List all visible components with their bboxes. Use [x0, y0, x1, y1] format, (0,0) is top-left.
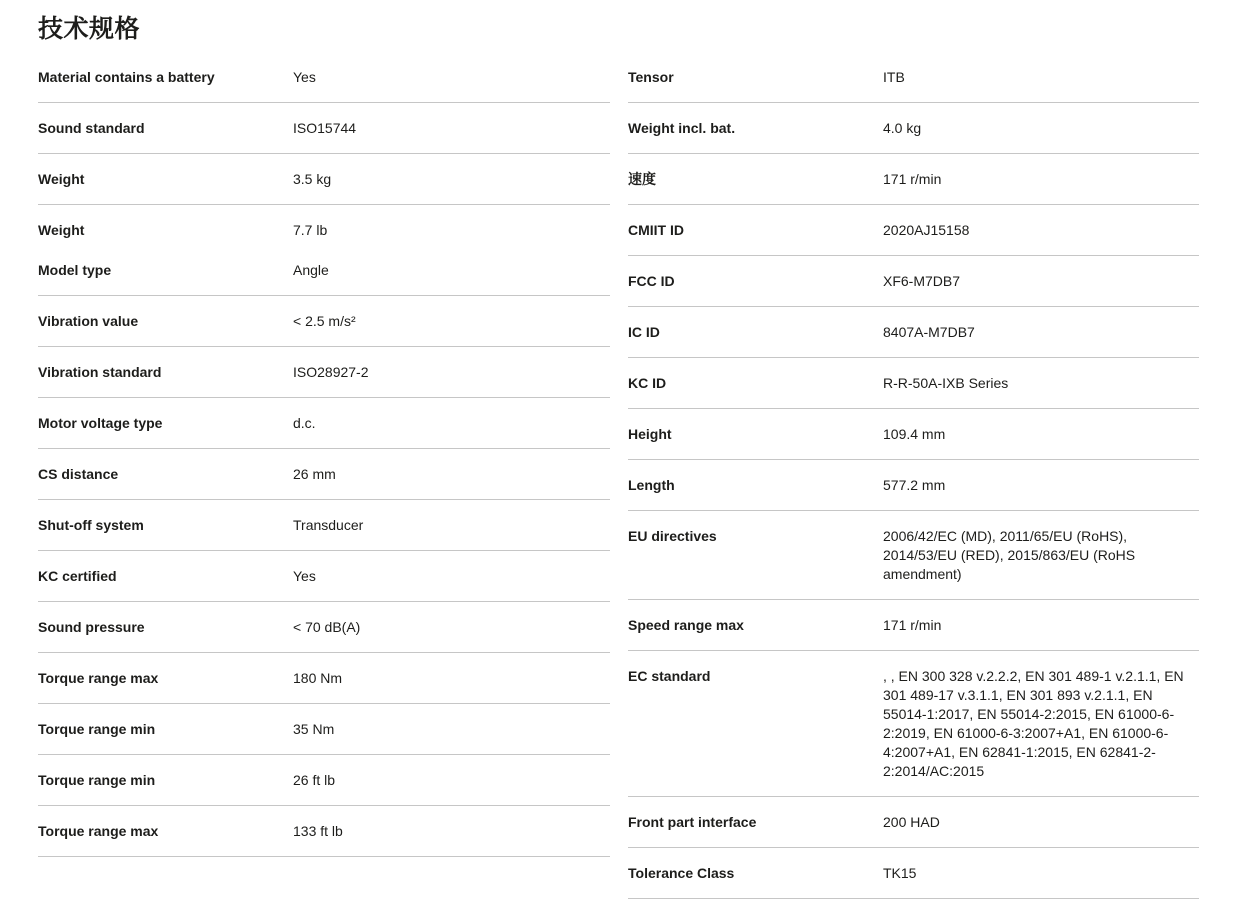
spec-group: [628, 600, 1199, 651]
spec-label: Torque range max: [38, 669, 159, 686]
spec-label: Shut-off system: [38, 516, 144, 533]
spec-label: IC ID: [628, 323, 660, 340]
spec-label: 速度: [628, 170, 656, 187]
spec-group: [38, 500, 610, 551]
spec-value: 26 mm: [293, 465, 336, 482]
spec-value: 171 r/min: [883, 170, 942, 187]
spec-label: CS distance: [38, 465, 119, 482]
spec-label: KC ID: [628, 374, 667, 391]
spec-row: [38, 771, 610, 790]
spec-group: [628, 651, 1199, 797]
spec-value: XF6-M7DB7: [883, 272, 961, 289]
spec-row: [38, 221, 610, 240]
spec-row: [628, 68, 1199, 87]
spec-table-left: [38, 52, 610, 857]
spec-label: Torque range min: [38, 720, 156, 737]
spec-value: 26 ft lb: [293, 771, 336, 788]
spec-label: Vibration standard: [38, 363, 162, 380]
spec-row: [38, 516, 610, 535]
spec-group: [628, 52, 1199, 103]
spec-row: [38, 618, 610, 637]
spec-group: [628, 307, 1199, 358]
spec-label: Vibration value: [38, 312, 139, 329]
spec-row: [628, 667, 1199, 781]
spec-group: [38, 755, 610, 806]
spec-row: [628, 221, 1199, 240]
spec-value: d.c.: [293, 414, 316, 431]
spec-value: < 70 dB(A): [293, 618, 361, 635]
spec-value: 180 Nm: [293, 669, 343, 686]
spec-row: [628, 323, 1199, 342]
spec-row: [628, 813, 1199, 832]
spec-label: Motor voltage type: [38, 414, 163, 431]
spec-group: [38, 205, 610, 296]
spec-value: 200 HAD: [883, 813, 940, 830]
page-title: 技术规格: [38, 15, 141, 43]
spec-row: [38, 414, 610, 433]
spec-label: Material contains a battery: [38, 68, 215, 85]
spec-row: [628, 476, 1199, 495]
spec-value: TK15: [883, 864, 917, 881]
spec-label: Length: [628, 476, 675, 493]
spec-group: [38, 154, 610, 205]
spec-label: Weight: [38, 170, 85, 187]
spec-value: 4.0 kg: [883, 119, 922, 136]
spec-value: Angle: [293, 261, 329, 278]
spec-group: [38, 806, 610, 857]
spec-label: Tolerance Class: [628, 864, 735, 881]
spec-value: Transducer: [293, 516, 364, 533]
spec-group: [38, 347, 610, 398]
spec-row: [38, 363, 610, 382]
spec-value: , , EN 300 328 v.2.2.2, EN 301 489-1 v.2.1.1, EN 301 489-17 v.3.1.1, EN 301 893 v.2.1.1, EN 55014-1:2017, EN 55014-2:2015, EN 61000-6-2:2019, EN 61000-6-3:2007+A1, EN 61000-6-4:2007+A1, EN 62841-1:2015, EN 62841-2-2:2014/AC:2015: [883, 667, 1184, 779]
spec-row: [38, 68, 610, 87]
spec-group: [38, 551, 610, 602]
spec-row: [628, 272, 1199, 291]
spec-group: [628, 511, 1199, 600]
spec-label: Model type: [38, 261, 112, 278]
spec-value: 171 r/min: [883, 616, 942, 633]
spec-group: [38, 602, 610, 653]
spec-label: Tensor: [628, 68, 674, 85]
spec-value: 3.5 kg: [293, 170, 332, 187]
spec-value: 8407A-M7DB7: [883, 323, 975, 340]
spec-group: [38, 296, 610, 347]
spec-row: [628, 616, 1199, 635]
spec-row: [628, 425, 1199, 444]
spec-label: KC certified: [38, 567, 117, 584]
spec-group: [38, 449, 610, 500]
spec-group: [38, 653, 610, 704]
spec-value: 577.2 mm: [883, 476, 946, 493]
spec-label: Front part interface: [628, 813, 757, 830]
spec-group: [38, 103, 610, 154]
spec-value: 133 ft lb: [293, 822, 343, 839]
spec-group: [628, 797, 1199, 848]
spec-row: [628, 527, 1199, 584]
spec-label: Weight incl. bat.: [628, 119, 736, 136]
spec-label: EC standard: [628, 667, 711, 684]
spec-value: Yes: [293, 68, 316, 85]
spec-label: Weight: [38, 221, 85, 238]
spec-group: [628, 848, 1199, 899]
spec-row: [38, 170, 610, 189]
spec-label: Torque range max: [38, 822, 159, 839]
spec-row: [38, 822, 610, 841]
spec-row: [38, 465, 610, 484]
spec-value: 2020AJ15158: [883, 221, 970, 238]
spec-row: [38, 669, 610, 688]
spec-row: [628, 374, 1199, 393]
spec-value: ISO28927-2: [293, 363, 369, 380]
spec-label: Speed range max: [628, 616, 744, 633]
spec-value: < 2.5 m/s²: [293, 312, 356, 329]
spec-group: [628, 460, 1199, 511]
spec-group: [628, 205, 1199, 256]
spec-row: [628, 119, 1199, 138]
spec-group: [38, 52, 610, 103]
spec-value: 2006/42/EC (MD), 2011/65/EU (RoHS), 2014/53/EU (RED), 2015/863/EU (RoHS amendment): [883, 527, 1136, 582]
spec-value: 109.4 mm: [883, 425, 946, 442]
spec-row: [628, 170, 1199, 189]
spec-label: Torque range min: [38, 771, 156, 788]
spec-value: R-R-50A-IXB Series: [883, 374, 1009, 391]
spec-label: Sound pressure: [38, 618, 145, 635]
spec-row: [628, 864, 1199, 883]
spec-columns: [38, 52, 1199, 899]
spec-row: [38, 720, 610, 739]
spec-label: FCC ID: [628, 272, 675, 289]
spec-label: Height: [628, 425, 672, 442]
spec-value: ITB: [883, 68, 905, 85]
spec-value: 7.7 lb: [293, 221, 328, 238]
spec-group: [38, 704, 610, 755]
spec-group: [628, 409, 1199, 460]
spec-group: [38, 398, 610, 449]
spec-label: CMIIT ID: [628, 221, 684, 238]
spec-row: [38, 261, 610, 280]
spec-label: EU directives: [628, 527, 717, 544]
spec-group: [628, 103, 1199, 154]
spec-label: Sound standard: [38, 119, 145, 136]
spec-row: [38, 312, 610, 331]
spec-value: ISO15744: [293, 119, 357, 136]
spec-value: Yes: [293, 567, 316, 584]
spec-group: [628, 256, 1199, 307]
spec-value: 35 Nm: [293, 720, 335, 737]
spec-table-right: [628, 52, 1199, 899]
spec-group: [628, 358, 1199, 409]
spec-row: [38, 119, 610, 138]
spec-group: [628, 154, 1199, 205]
spec-row: [38, 567, 610, 586]
